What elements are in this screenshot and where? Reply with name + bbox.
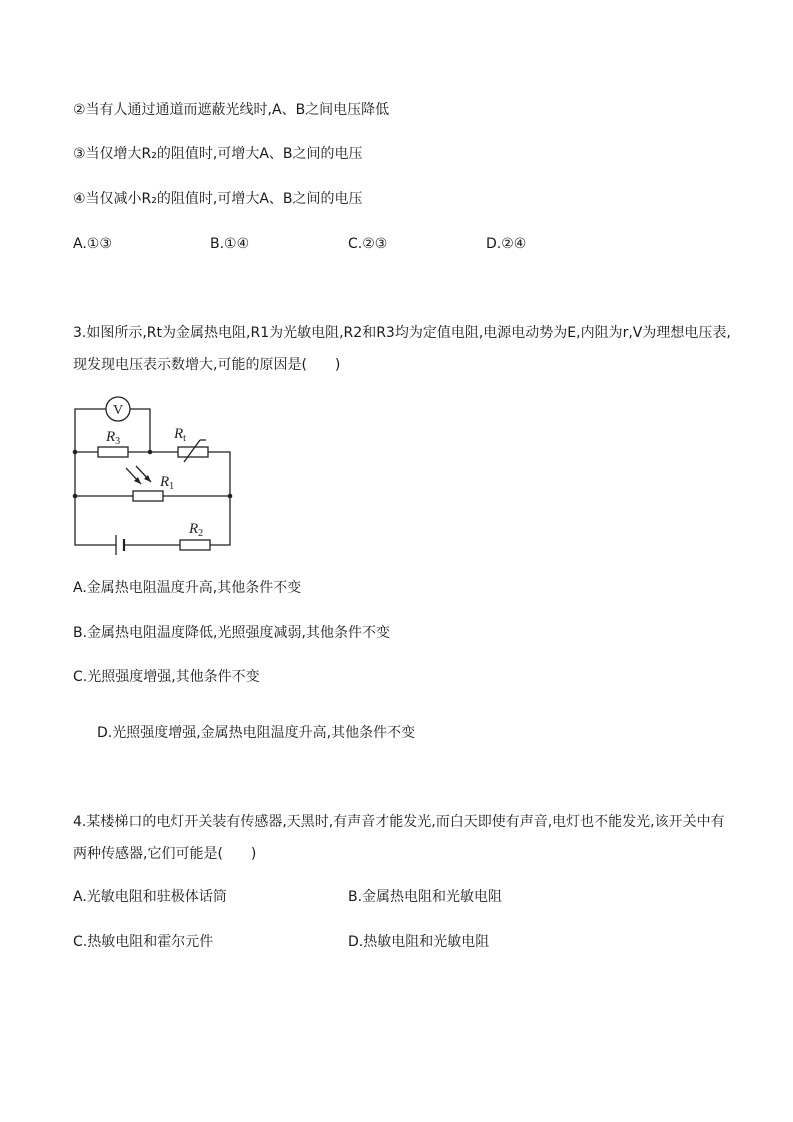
rt-resistor [178,447,208,457]
wire [210,496,230,545]
q4-option-b: B.金属热电阻和光敏电阻 [348,889,503,905]
q3-stem-line-1: 3.如图所示,Rt为金属热电阻,R1为光敏电阻,R2和R3均为定值电阻,电源电动势为E,内阻为r,V为理想电压表, [73,325,731,341]
q2-option-d: D.②④ [486,236,527,252]
q3-option-b: B.金属热电阻温度降低,光照强度减弱,其他条件不变 [73,625,390,641]
q2-statement-2: ②当有人通过通道而遮蔽光线时,A、B之间电压降低 [73,102,390,118]
wire [75,496,116,545]
q4-option-d: D.热敏电阻和光敏电阻 [348,934,490,950]
wire [208,452,230,496]
rt-thermistor-mark [184,440,200,462]
q3-stem-line-2: 现发现电压表示数增大,可能的原因是( ) [73,357,341,373]
q2-option-b: B.①④ [210,236,250,252]
rt-label: $R_t$ [174,426,186,444]
r3-resistor [98,447,128,457]
r1-label: $R_1$ [160,474,175,492]
junction-dot [73,450,78,455]
r2-label: $R_2$ [189,521,204,539]
q2-statement-4: ④当仅减小R₂的阻值时,可增大A、B之间的电压 [73,191,363,207]
q4-option-c: C.热敏电阻和霍尔元件 [73,934,214,950]
junction-dot [148,450,153,455]
q4-stem-line-2: 两种传感器,它们可能是( ) [73,846,257,862]
q3-option-c: C.光照强度增强,其他条件不变 [73,669,260,685]
q2-option-a: A.①③ [73,236,112,252]
r1-photoresistor [133,491,163,501]
junction-dot [228,494,233,499]
junction-dot [73,494,78,499]
r3-label: $R_3$ [106,429,121,447]
voltmeter-wire-right [130,409,150,452]
r2-resistor [180,540,210,550]
voltmeter-label: V [112,403,124,418]
q2-statement-3: ③当仅增大R₂的阻值时,可增大A、B之间的电压 [73,146,363,162]
q3-option-a: A.金属热电阻温度升高,其他条件不变 [73,580,302,596]
voltmeter-wire [75,409,106,452]
q4-option-a: A.光敏电阻和驻极体话筒 [73,889,227,905]
q2-option-c: C.②③ [348,236,388,252]
q3-option-d: D.光照强度增强,金属热电阻温度升高,其他条件不变 [97,725,416,741]
circuit-diagram [68,392,238,557]
q4-stem-line-1: 4.某楼梯口的电灯开关装有传感器,天黑时,有声音才能发光,而白天即使有声音,电灯也不能发光,该开关中有 [73,814,725,830]
